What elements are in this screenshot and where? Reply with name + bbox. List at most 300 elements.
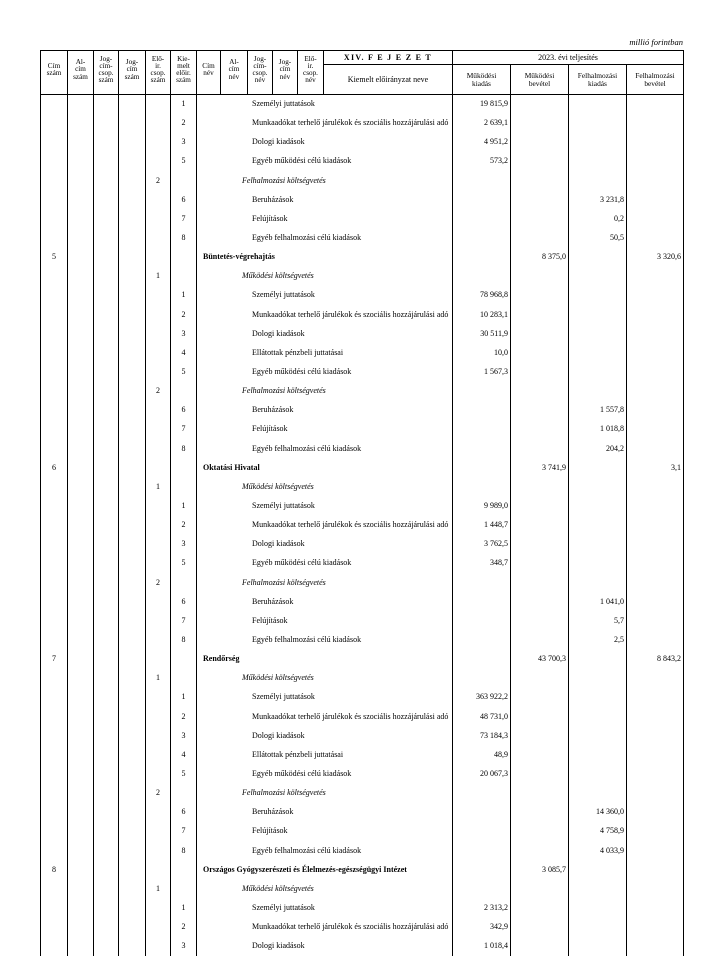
jogcim-csop-number (94, 171, 119, 190)
eloir-csop-number (146, 707, 171, 726)
jogcim-number (119, 860, 146, 879)
table-row (41, 822, 684, 841)
mukodesi-bevetel-value (511, 611, 569, 630)
jogcim-csop-number (94, 152, 119, 171)
mukodesi-kiadas-value (453, 190, 511, 209)
kiemelt-number: 2 (171, 516, 197, 535)
chapter-title: XIV. F E J E Z E T (324, 51, 453, 65)
appropriation-name: Személyi juttatások (197, 286, 453, 305)
felhalmozasi-kiadas-value (569, 669, 627, 688)
felhalmozasi-kiadas-value (569, 248, 627, 267)
eloir-csop-number (146, 592, 171, 611)
mukodesi-bevetel-value (511, 401, 569, 420)
cim-number (41, 841, 68, 860)
table-row (41, 343, 684, 362)
felhalmozasi-kiadas-value (569, 879, 627, 898)
mukodesi-bevetel-value (511, 898, 569, 917)
header-kiemelt-nev: Kiemelt előirányzat neve (324, 65, 453, 95)
budget-table (40, 50, 684, 956)
kiemelt-number: 5 (171, 764, 197, 783)
kiemelt-number: 7 (171, 611, 197, 630)
felhalmozasi-kiadas-value (569, 496, 627, 515)
jogcim-csop-number (94, 918, 119, 937)
header-eloir-csop-nev: Elő- ir. csop. név (298, 51, 324, 95)
jogcim-csop-number (94, 420, 119, 439)
cim-number: 6 (41, 458, 68, 477)
mukodesi-bevetel-value (511, 343, 569, 362)
felhalmozasi-bevetel-value (627, 152, 684, 171)
title-row (41, 650, 684, 669)
alcim-number (68, 669, 94, 688)
cim-number (41, 573, 68, 592)
eloir-csop-number (146, 764, 171, 783)
eloir-csop-number (146, 516, 171, 535)
alcim-number (68, 496, 94, 515)
jogcim-csop-number (94, 707, 119, 726)
mukodesi-kiadas-value: 30 511,9 (453, 324, 511, 343)
jogcim-csop-number (94, 803, 119, 822)
table-row (41, 841, 684, 860)
cim-number: 7 (41, 650, 68, 669)
kiemelt-number: 3 (171, 937, 197, 956)
header-jogcim-csop-nev: Jog- cím- csop. név (248, 51, 273, 95)
eloir-csop-number: 2 (146, 382, 171, 401)
jogcim-csop-number (94, 286, 119, 305)
header-jogcim-szam: Jog- cím szám (119, 51, 146, 95)
jogcim-csop-number (94, 343, 119, 362)
felhalmozasi-bevetel-value (627, 401, 684, 420)
kiemelt-number: 3 (171, 726, 197, 745)
jogcim-number (119, 918, 146, 937)
mukodesi-bevetel-value (511, 707, 569, 726)
felhalmozasi-bevetel-value: 3 320,6 (627, 248, 684, 267)
eloir-csop-number (146, 803, 171, 822)
felhalmozasi-kiadas-value (569, 382, 627, 401)
header-felhalmozasi-kiadas: Felhalmozási kiadás (569, 65, 627, 95)
alcim-number (68, 937, 94, 956)
table-row (41, 918, 684, 937)
eloir-csop-number: 1 (146, 879, 171, 898)
cim-number (41, 611, 68, 630)
jogcim-csop-number (94, 879, 119, 898)
kiemelt-number (171, 784, 197, 803)
cim-number (41, 171, 68, 190)
kiemelt-number (171, 267, 197, 286)
mukodesi-bevetel-value (511, 573, 569, 592)
eloir-csop-number: 2 (146, 171, 171, 190)
appropriation-name: Munkaadókat terhelő járulékok és szociális hozzájárulási adó (197, 305, 453, 324)
eloir-csop-number (146, 362, 171, 381)
table-row (41, 114, 684, 133)
jogcim-number (119, 305, 146, 324)
jogcim-number (119, 879, 146, 898)
table-row (41, 937, 684, 956)
jogcim-number (119, 248, 146, 267)
jogcim-csop-number (94, 95, 119, 114)
eloir-csop-number (146, 190, 171, 209)
mukodesi-kiadas-value: 342,9 (453, 918, 511, 937)
appropriation-name: Egyéb működési célú kiadások (197, 764, 453, 783)
jogcim-number (119, 822, 146, 841)
jogcim-csop-number (94, 496, 119, 515)
kiemelt-number: 7 (171, 822, 197, 841)
cim-number (41, 669, 68, 688)
eloir-csop-number (146, 650, 171, 669)
mukodesi-bevetel-value (511, 841, 569, 860)
eloir-csop-number (146, 535, 171, 554)
budget-group-name: Felhalmozási költségvetés (197, 784, 453, 803)
felhalmozasi-kiadas-value (569, 343, 627, 362)
kiemelt-number: 4 (171, 343, 197, 362)
mukodesi-kiadas-value: 48,9 (453, 745, 511, 764)
mukodesi-kiadas-value: 3 762,5 (453, 535, 511, 554)
jogcim-number (119, 611, 146, 630)
felhalmozasi-bevetel-value (627, 669, 684, 688)
group-row (41, 267, 684, 286)
header-felhalmozasi-bevetel: Felhalmozási bevétel (627, 65, 684, 95)
table-row (41, 209, 684, 228)
header-jogcim-csop-szam: Jog- cím- csop. szám (94, 51, 119, 95)
alcim-number (68, 918, 94, 937)
appropriation-name: Beruházások (197, 401, 453, 420)
mukodesi-kiadas-value (453, 573, 511, 592)
felhalmozasi-kiadas-value: 204,2 (569, 439, 627, 458)
eloir-csop-number (146, 420, 171, 439)
felhalmozasi-bevetel-value (627, 937, 684, 956)
felhalmozasi-kiadas-value (569, 305, 627, 324)
felhalmozasi-kiadas-value (569, 650, 627, 669)
mukodesi-kiadas-value: 1 567,3 (453, 362, 511, 381)
cim-number (41, 592, 68, 611)
cim-number (41, 707, 68, 726)
alcim-number (68, 152, 94, 171)
eloir-csop-number (146, 745, 171, 764)
kiemelt-number: 6 (171, 592, 197, 611)
jogcim-number (119, 382, 146, 401)
jogcim-number (119, 420, 146, 439)
appropriation-name: Ellátottak pénzbeli juttatásai (197, 745, 453, 764)
mukodesi-bevetel-value (511, 362, 569, 381)
budget-group-name: Felhalmozási költségvetés (197, 382, 453, 401)
felhalmozasi-bevetel-value (627, 592, 684, 611)
alcim-number (68, 95, 94, 114)
jogcim-number (119, 573, 146, 592)
jogcim-number (119, 535, 146, 554)
alcim-number (68, 209, 94, 228)
eloir-csop-number (146, 286, 171, 305)
budget-group-name: Felhalmozási költségvetés (197, 573, 453, 592)
felhalmozasi-bevetel-value (627, 764, 684, 783)
mukodesi-bevetel-value (511, 764, 569, 783)
felhalmozasi-bevetel-value (627, 516, 684, 535)
jogcim-csop-number (94, 822, 119, 841)
table-row (41, 516, 684, 535)
mukodesi-kiadas-value (453, 803, 511, 822)
mukodesi-bevetel-value (511, 516, 569, 535)
felhalmozasi-kiadas-value (569, 554, 627, 573)
eloir-csop-number (146, 133, 171, 152)
cim-number (41, 114, 68, 133)
felhalmozasi-bevetel-value (627, 630, 684, 649)
mukodesi-bevetel-value (511, 669, 569, 688)
kiemelt-number (171, 573, 197, 592)
cim-number (41, 382, 68, 401)
kiemelt-number: 6 (171, 401, 197, 420)
kiemelt-number: 1 (171, 95, 197, 114)
eloir-csop-number (146, 611, 171, 630)
felhalmozasi-kiadas-value: 3 231,8 (569, 190, 627, 209)
mukodesi-kiadas-value: 48 731,0 (453, 707, 511, 726)
jogcim-csop-number (94, 458, 119, 477)
jogcim-number (119, 458, 146, 477)
mukodesi-bevetel-value: 8 375,0 (511, 248, 569, 267)
felhalmozasi-bevetel-value (627, 879, 684, 898)
alcim-number (68, 477, 94, 496)
appropriation-name: Egyéb felhalmozási célú kiadások (197, 228, 453, 247)
kiemelt-number: 5 (171, 152, 197, 171)
jogcim-csop-number (94, 630, 119, 649)
alcim-number (68, 439, 94, 458)
budget-group-name: Felhalmozási költségvetés (197, 171, 453, 190)
mukodesi-kiadas-value (453, 267, 511, 286)
felhalmozasi-kiadas-value (569, 114, 627, 133)
table-row (41, 439, 684, 458)
header-eloir-csop-szam: Elő- ir. csop. szám (146, 51, 171, 95)
table-body (41, 95, 684, 956)
felhalmozasi-bevetel-value (627, 803, 684, 822)
mukodesi-kiadas-value: 4 951,2 (453, 133, 511, 152)
eloir-csop-number (146, 114, 171, 133)
mukodesi-bevetel-value (511, 554, 569, 573)
felhalmozasi-kiadas-value (569, 95, 627, 114)
kiemelt-number: 2 (171, 918, 197, 937)
jogcim-csop-number (94, 362, 119, 381)
jogcim-number (119, 114, 146, 133)
felhalmozasi-kiadas-value (569, 784, 627, 803)
mukodesi-kiadas-value (453, 420, 511, 439)
mukodesi-kiadas-value (453, 630, 511, 649)
jogcim-number (119, 630, 146, 649)
table-row (41, 592, 684, 611)
jogcim-number (119, 477, 146, 496)
jogcim-csop-number (94, 554, 119, 573)
jogcim-number (119, 937, 146, 956)
alcim-number (68, 688, 94, 707)
mukodesi-bevetel-value (511, 171, 569, 190)
appropriation-name: Munkaadókat terhelő járulékok és szociális hozzájárulási adó (197, 918, 453, 937)
felhalmozasi-bevetel-value (627, 95, 684, 114)
appropriation-name: Egyéb felhalmozási célú kiadások (197, 841, 453, 860)
cim-number (41, 152, 68, 171)
kiemelt-number: 3 (171, 535, 197, 554)
appropriation-name: Munkaadókat terhelő járulékok és szociális hozzájárulási adó (197, 516, 453, 535)
mukodesi-bevetel-value (511, 95, 569, 114)
institution-name: Országos Gyógyszerészeti és Élelmezés-egészségügyi Intézet (197, 860, 453, 879)
title-row (41, 248, 684, 267)
mukodesi-kiadas-value (453, 650, 511, 669)
cim-number (41, 343, 68, 362)
eloir-csop-number (146, 822, 171, 841)
jogcim-number (119, 745, 146, 764)
cim-number (41, 937, 68, 956)
felhalmozasi-bevetel-value (627, 267, 684, 286)
jogcim-csop-number (94, 841, 119, 860)
felhalmozasi-kiadas-value: 1 557,8 (569, 401, 627, 420)
eloir-csop-number: 2 (146, 784, 171, 803)
alcim-number (68, 401, 94, 420)
kiemelt-number: 1 (171, 688, 197, 707)
header-row-1 (41, 51, 684, 65)
mukodesi-kiadas-value (453, 879, 511, 898)
felhalmozasi-bevetel-value (627, 420, 684, 439)
alcim-number (68, 324, 94, 343)
cim-number (41, 879, 68, 898)
group-row (41, 784, 684, 803)
cim-number (41, 516, 68, 535)
mukodesi-bevetel-value (511, 133, 569, 152)
cim-number (41, 401, 68, 420)
alcim-number (68, 286, 94, 305)
kiemelt-number: 3 (171, 133, 197, 152)
header-cim-szam: Cím szám (41, 51, 68, 95)
table-row (41, 362, 684, 381)
kiemelt-number (171, 382, 197, 401)
alcim-number (68, 420, 94, 439)
cim-number (41, 726, 68, 745)
jogcim-csop-number (94, 784, 119, 803)
jogcim-number (119, 726, 146, 745)
mukodesi-bevetel-value (511, 228, 569, 247)
jogcim-csop-number (94, 688, 119, 707)
alcim-number (68, 228, 94, 247)
table-row (41, 228, 684, 247)
alcim-number (68, 650, 94, 669)
table-row (41, 688, 684, 707)
cim-number (41, 784, 68, 803)
jogcim-csop-number (94, 573, 119, 592)
mukodesi-bevetel-value (511, 286, 569, 305)
mukodesi-bevetel-value: 3 085,7 (511, 860, 569, 879)
felhalmozasi-bevetel-value (627, 324, 684, 343)
jogcim-number (119, 324, 146, 343)
mukodesi-kiadas-value (453, 611, 511, 630)
eloir-csop-number: 2 (146, 573, 171, 592)
alcim-number (68, 190, 94, 209)
alcim-number (68, 879, 94, 898)
appropriation-name: Beruházások (197, 803, 453, 822)
mukodesi-bevetel-value (511, 382, 569, 401)
eloir-csop-number (146, 209, 171, 228)
cim-number (41, 439, 68, 458)
mukodesi-bevetel-value (511, 190, 569, 209)
table-row (41, 630, 684, 649)
jogcim-number (119, 707, 146, 726)
eloir-csop-number (146, 496, 171, 515)
felhalmozasi-kiadas-value: 1 041,0 (569, 592, 627, 611)
eloir-csop-number: 1 (146, 267, 171, 286)
appropriation-name: Személyi juttatások (197, 688, 453, 707)
appropriation-name: Egyéb felhalmozási célú kiadások (197, 630, 453, 649)
eloir-csop-number (146, 305, 171, 324)
appropriation-name: Felújítások (197, 611, 453, 630)
felhalmozasi-kiadas-value (569, 171, 627, 190)
felhalmozasi-kiadas-value (569, 573, 627, 592)
cim-number (41, 630, 68, 649)
title-row (41, 458, 684, 477)
table-row (41, 133, 684, 152)
eloir-csop-number (146, 688, 171, 707)
eloir-csop-number (146, 343, 171, 362)
mukodesi-bevetel-value (511, 324, 569, 343)
table-row (41, 496, 684, 515)
felhalmozasi-bevetel-value (627, 860, 684, 879)
felhalmozasi-bevetel-value (627, 305, 684, 324)
felhalmozasi-kiadas-value: 4 033,9 (569, 841, 627, 860)
jogcim-csop-number (94, 190, 119, 209)
jogcim-csop-number (94, 114, 119, 133)
alcim-number (68, 114, 94, 133)
kiemelt-number (171, 860, 197, 879)
mukodesi-bevetel-value (511, 784, 569, 803)
alcim-number (68, 860, 94, 879)
alcim-number (68, 841, 94, 860)
jogcim-number (119, 688, 146, 707)
mukodesi-kiadas-value (453, 248, 511, 267)
mukodesi-kiadas-value: 19 815,9 (453, 95, 511, 114)
budget-group-name: Működési költségvetés (197, 477, 453, 496)
table-row (41, 726, 684, 745)
felhalmozasi-bevetel-value (627, 171, 684, 190)
kiemelt-number: 8 (171, 841, 197, 860)
alcim-number (68, 745, 94, 764)
table-header (41, 51, 684, 95)
mukodesi-bevetel-value (511, 477, 569, 496)
eloir-csop-number (146, 554, 171, 573)
felhalmozasi-kiadas-value (569, 707, 627, 726)
cim-number (41, 535, 68, 554)
jogcim-csop-number (94, 535, 119, 554)
header-cim-nev: Cím név (197, 51, 221, 95)
alcim-number (68, 707, 94, 726)
jogcim-number (119, 267, 146, 286)
alcim-number (68, 803, 94, 822)
table-row (41, 707, 684, 726)
table-row (41, 401, 684, 420)
eloir-csop-number: 1 (146, 477, 171, 496)
felhalmozasi-kiadas-value (569, 133, 627, 152)
group-row (41, 573, 684, 592)
jogcim-number (119, 190, 146, 209)
mukodesi-kiadas-value (453, 401, 511, 420)
felhalmozasi-bevetel-value (627, 784, 684, 803)
felhalmozasi-kiadas-value (569, 535, 627, 554)
eloir-csop-number (146, 401, 171, 420)
jogcim-number (119, 152, 146, 171)
appropriation-name: Munkaadókat terhelő járulékok és szociális hozzájárulási adó (197, 114, 453, 133)
jogcim-number (119, 362, 146, 381)
felhalmozasi-kiadas-value (569, 745, 627, 764)
kiemelt-number (171, 171, 197, 190)
jogcim-number (119, 592, 146, 611)
felhalmozasi-bevetel-value (627, 343, 684, 362)
cim-number (41, 688, 68, 707)
cim-number (41, 133, 68, 152)
eloir-csop-number (146, 458, 171, 477)
cim-number (41, 477, 68, 496)
jogcim-number (119, 784, 146, 803)
felhalmozasi-kiadas-value (569, 918, 627, 937)
jogcim-csop-number (94, 937, 119, 956)
